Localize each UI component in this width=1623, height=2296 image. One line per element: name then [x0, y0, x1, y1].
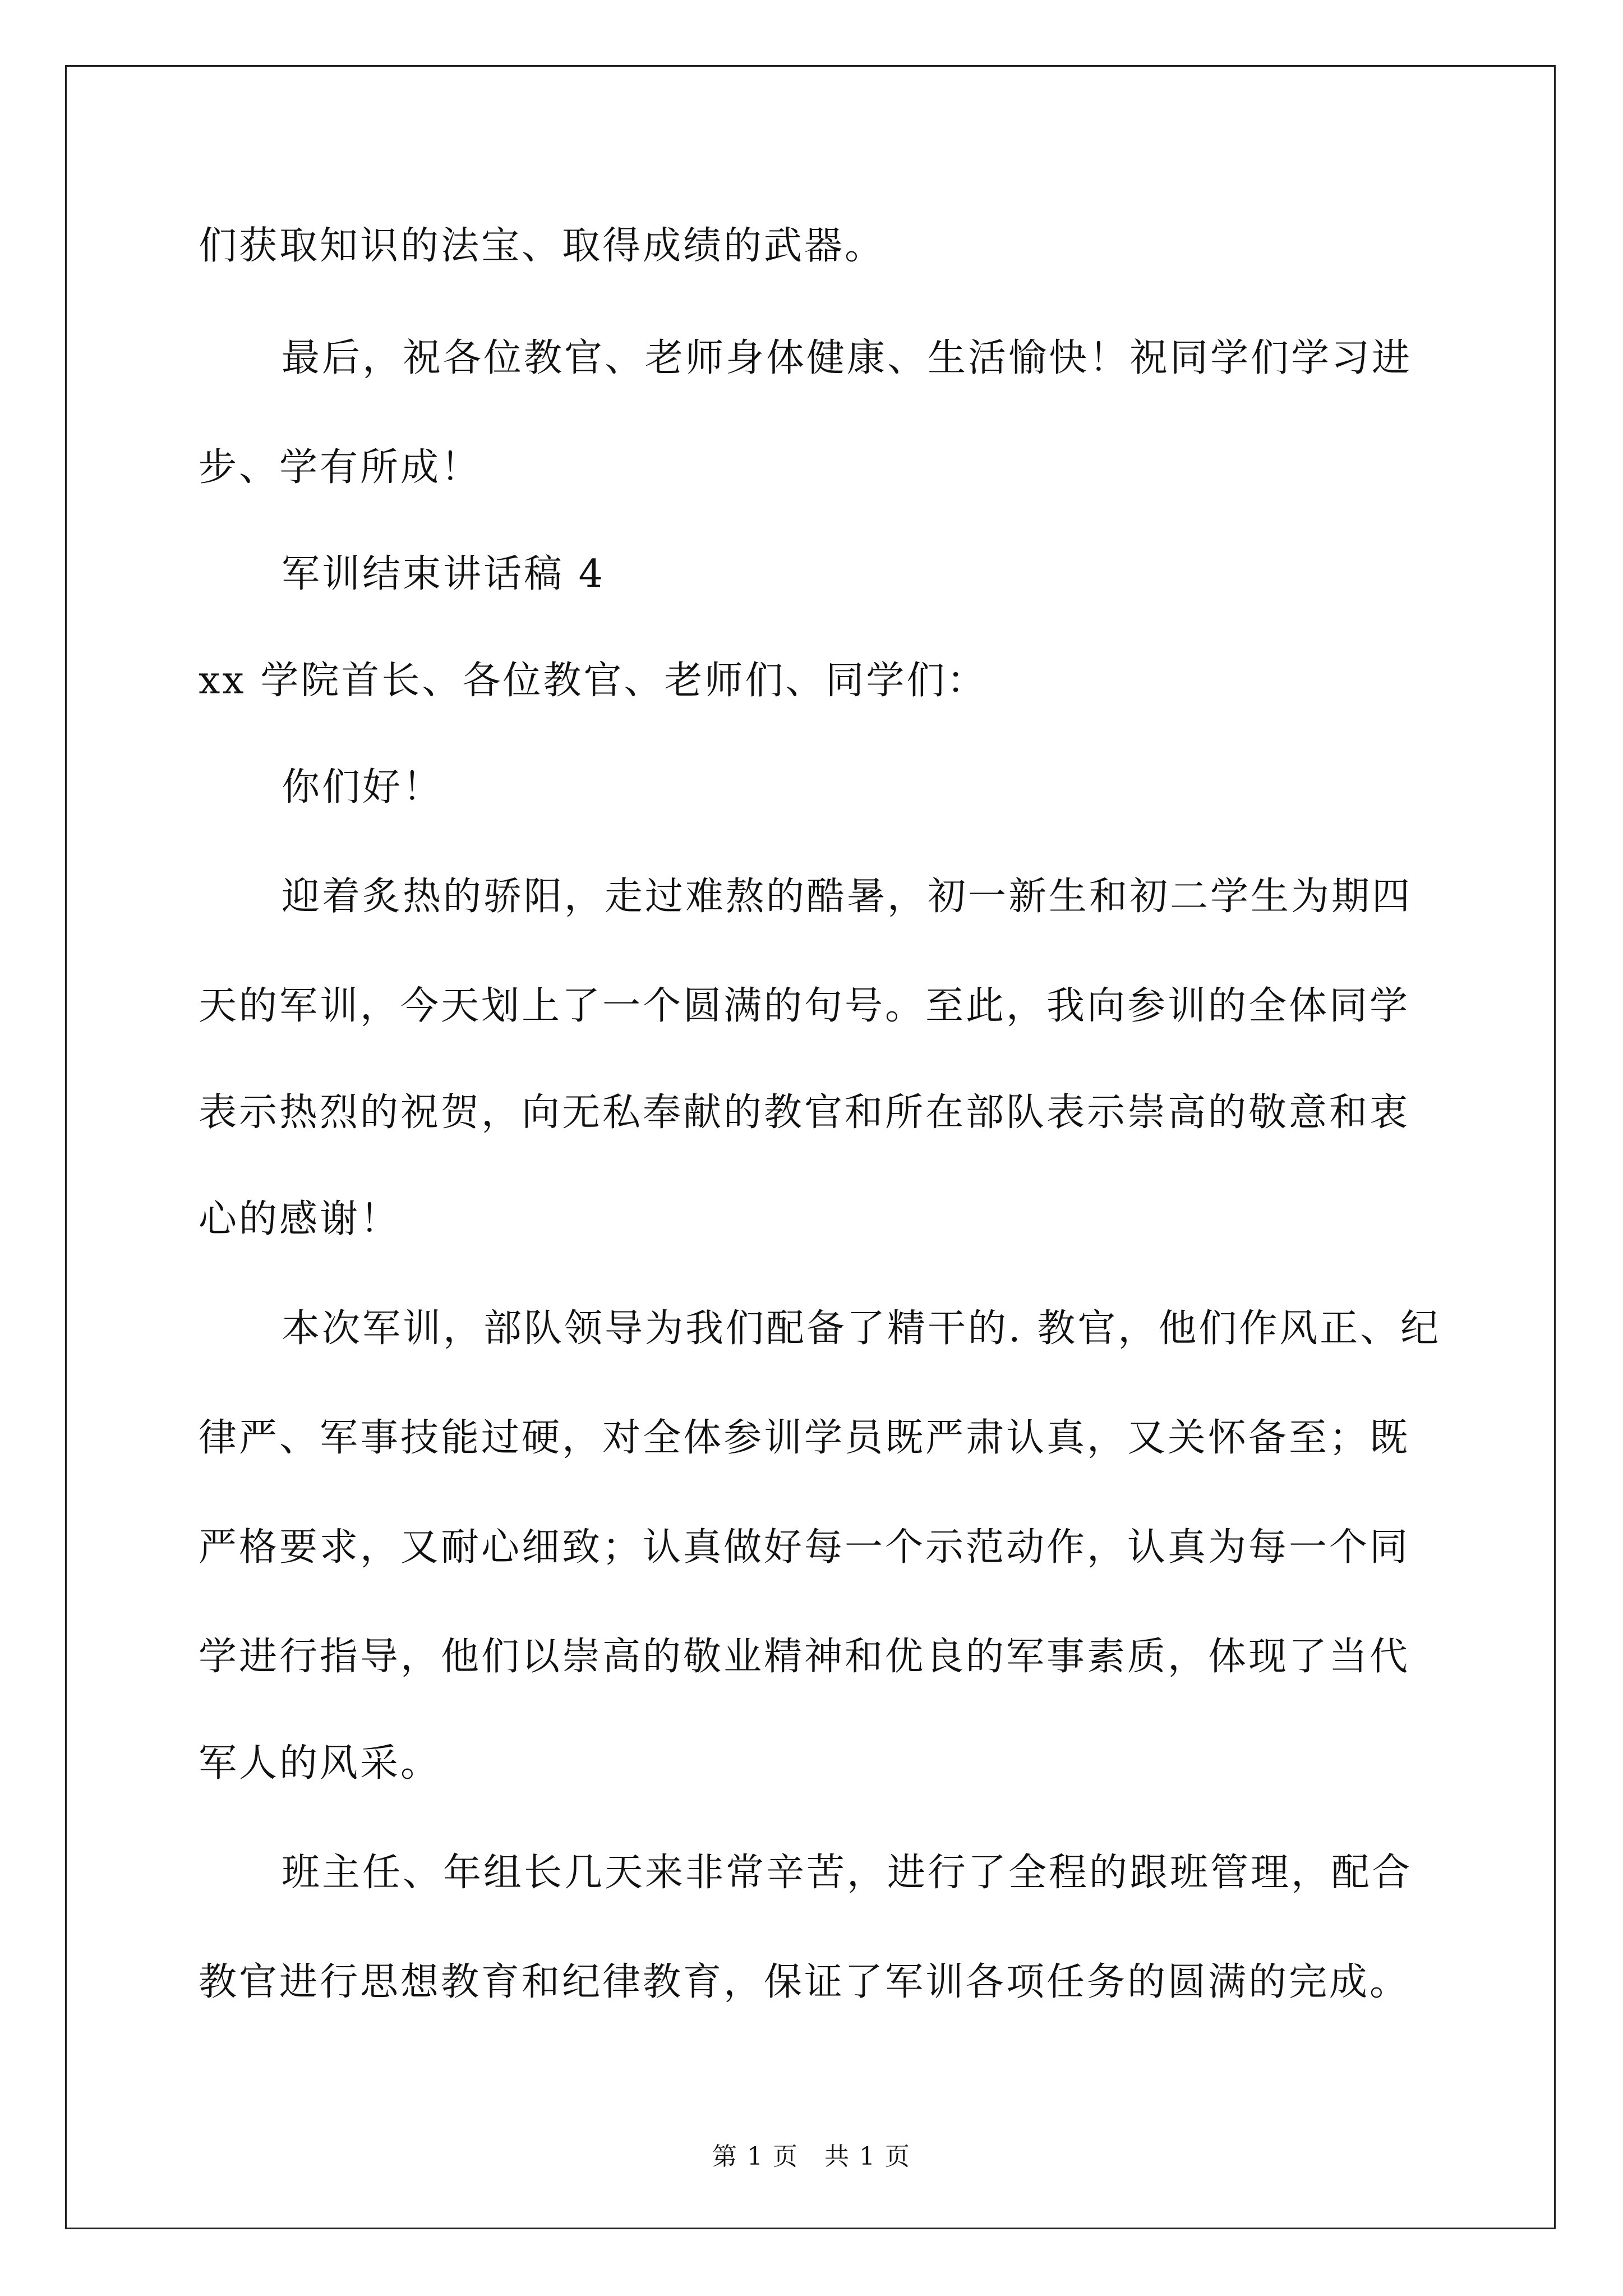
paragraph-line: 最后，祝各位教官、老师身体健康、生活愉快！祝同学们学习进 [282, 336, 1413, 380]
paragraph-line: 迎着炙热的骄阳，走过难熬的酷暑，初一新生和初二学生为期四 [282, 875, 1413, 919]
salutation: xx 学院首长、各位教官、老师们、同学们： [199, 659, 988, 703]
paragraph-line: 学进行指导，他们以崇高的敬业精神和优良的军事素质，体现了当代 [199, 1635, 1410, 1679]
page-border [65, 65, 1556, 2229]
paragraph-line: 军人的风采。 [199, 1741, 441, 1786]
paragraph-line: 班主任、年组长几天来非常辛苦，进行了全程的跟班管理，配合 [282, 1851, 1413, 1895]
section-heading: 军训结束讲话稿 4 [282, 552, 605, 596]
paragraph-line: 严格要求，又耐心细致；认真做好每一个示范动作，认真为每一个同 [199, 1525, 1410, 1570]
paragraph-line: 表示热烈的祝贺，向无私奉献的教官和所在部队表示崇高的敬意和衷 [199, 1091, 1410, 1135]
paragraph-line: 步、学有所成！ [199, 445, 482, 490]
paragraph-line: 教官进行思想教育和纪律教育，保证了军训各项任务的圆满的完成。 [199, 1960, 1410, 2004]
page-footer: 第 1 页 共 1 页 [712, 2142, 911, 2171]
paragraph-line: 们获取知识的法宝、取得成绩的武器。 [199, 224, 886, 268]
greeting: 你们好！ [282, 765, 444, 809]
paragraph-line: 律严、军事技能过硬，对全体参训学员既严肃认真，又关怀备至；既 [199, 1416, 1410, 1460]
paragraph-line: 天的军训，今天划上了一个圆满的句号。至此，我向参训的全体同学 [199, 984, 1410, 1028]
paragraph-line: 本次军训，部队领导为我们配备了精干的. 教官，他们作风正、纪 [282, 1306, 1441, 1351]
paragraph-line: 心的感谢！ [199, 1197, 401, 1241]
